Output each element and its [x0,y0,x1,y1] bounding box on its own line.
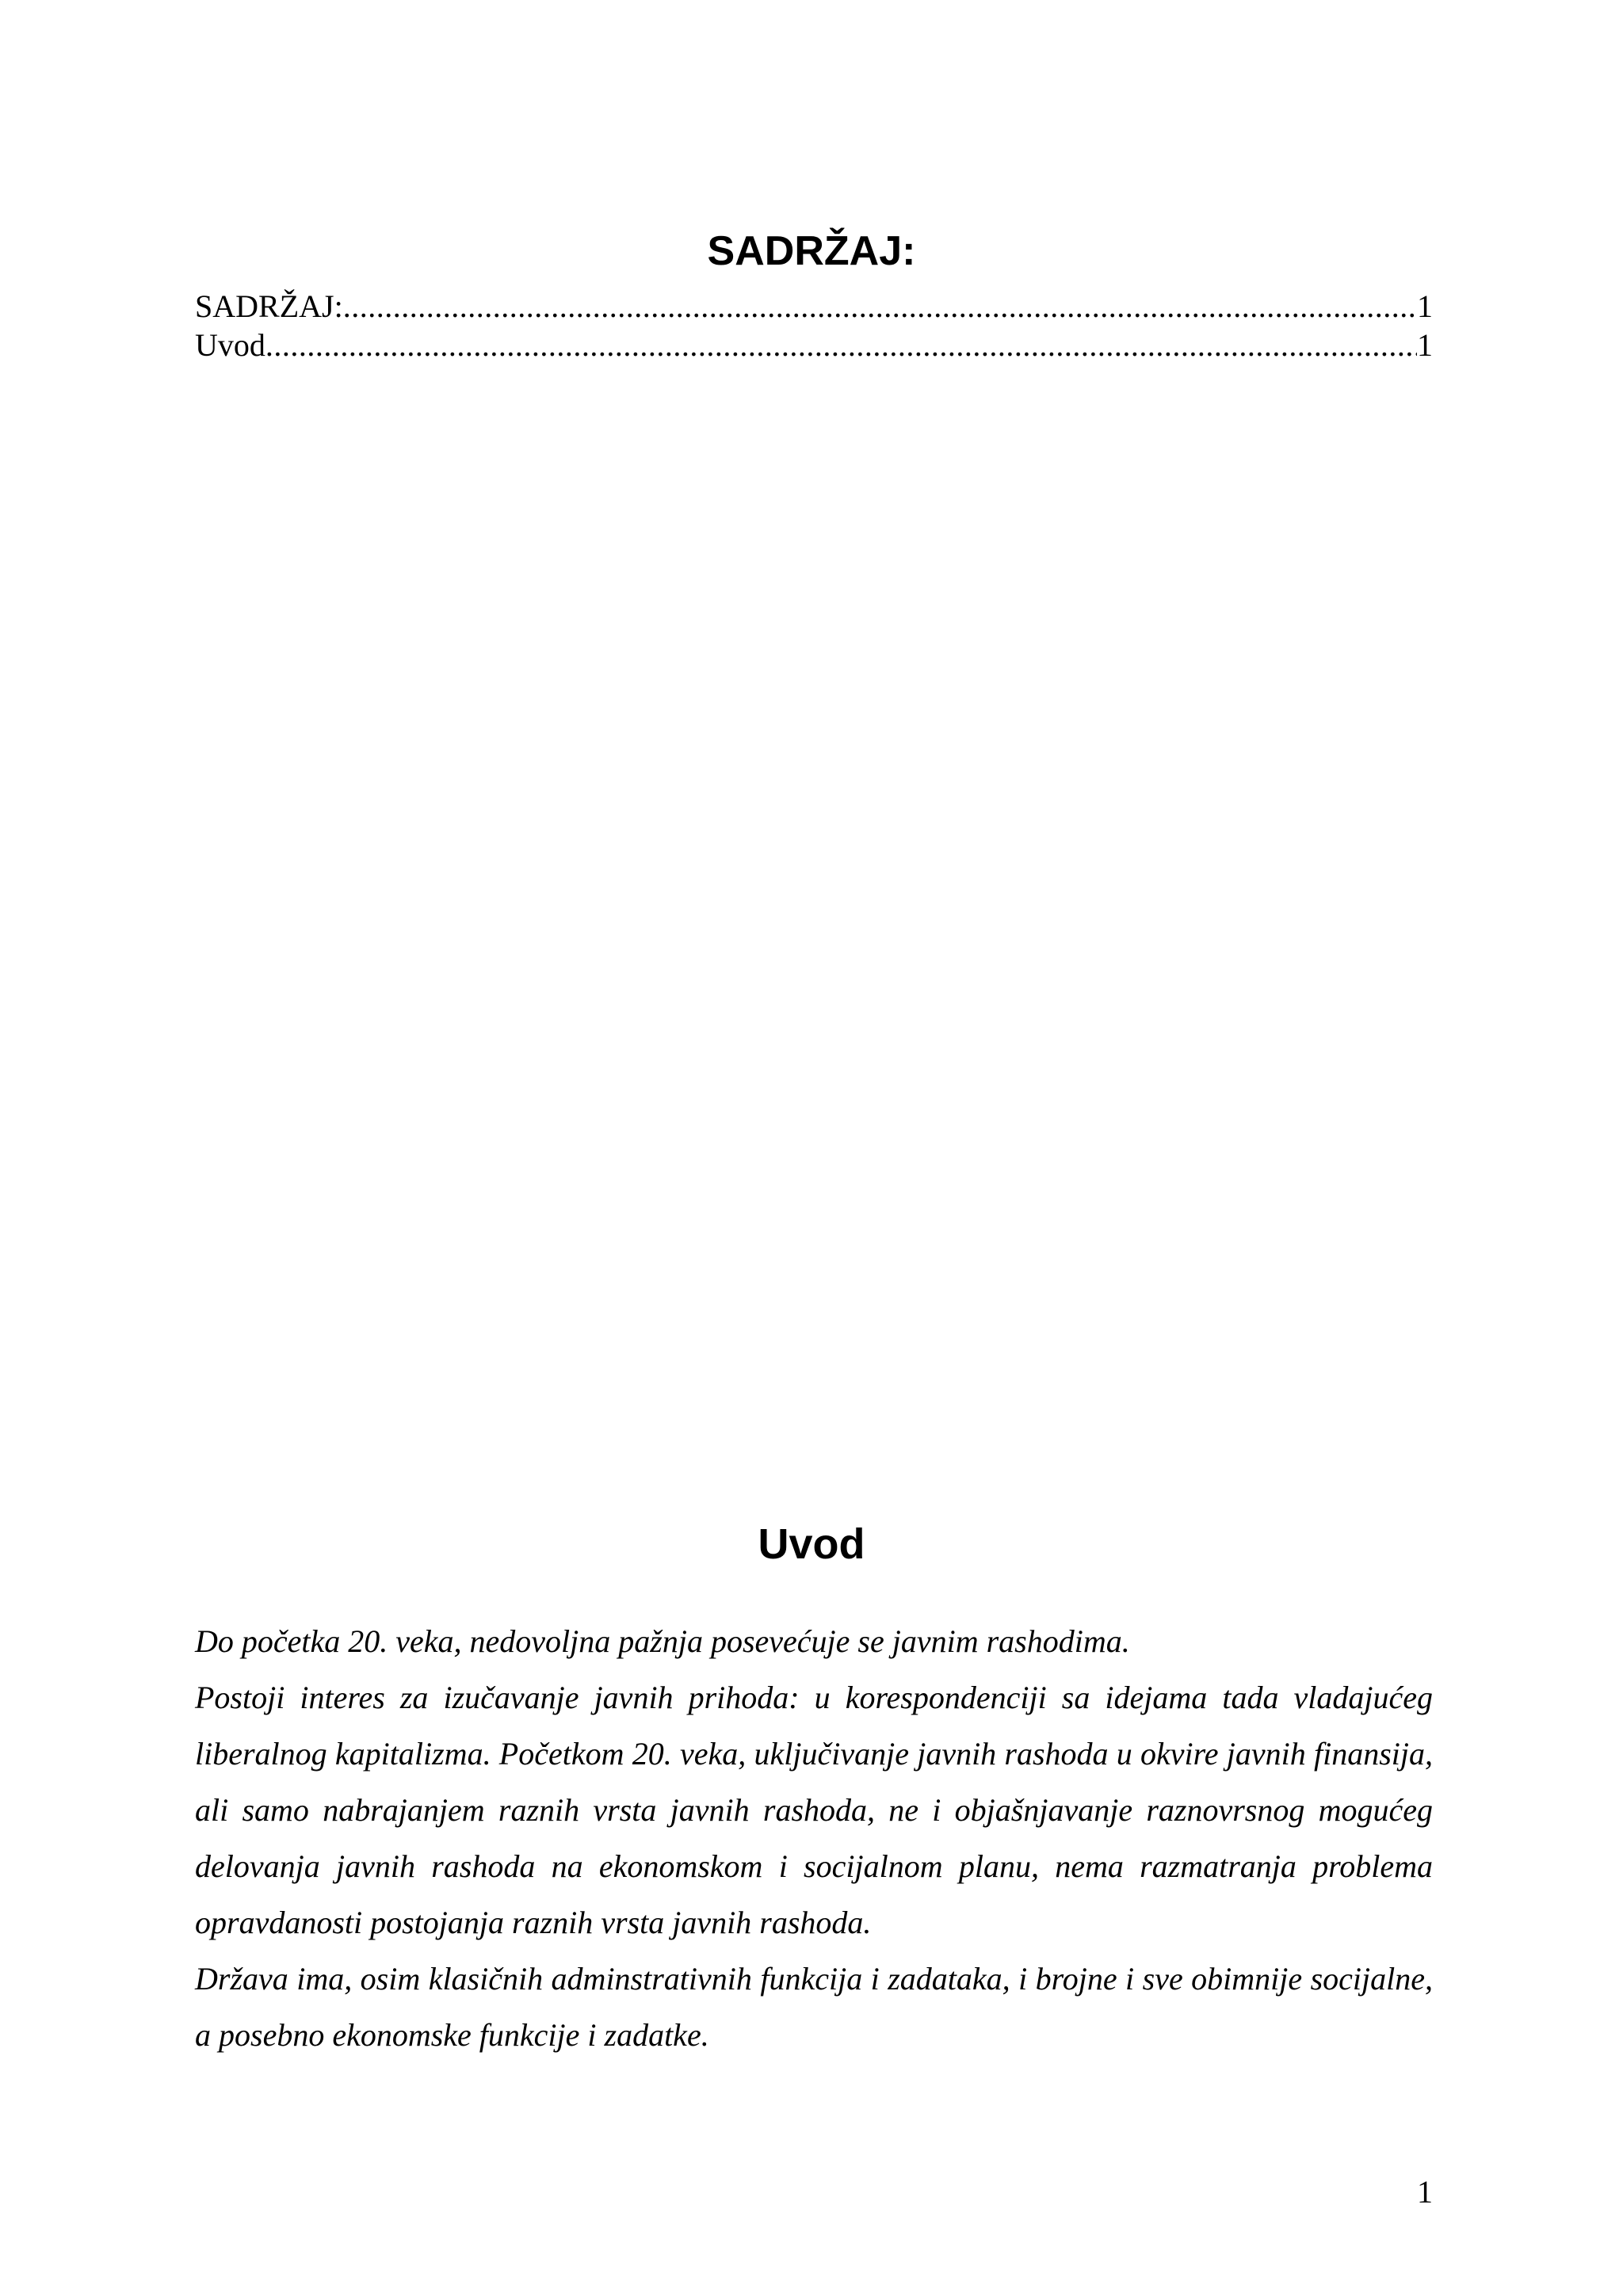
toc-entry-page: 1 [1417,327,1433,363]
toc-entry-sadrzaj[interactable] [195,287,1433,326]
section-heading-uvod: Uvod [758,1520,865,1568]
paragraph: Do početka 20. veka, nedovoljna pažnja posevećuje se javnim rashodima. [195,1623,1130,1659]
paragraph: Postoji interes za izučavanje javnih prihoda: u korespondenciji sa idejama tada vladajućeg liberalnog kapitalizma. Početkom 20. veka, uključivanje javnih rashoda u okvire javnih finansija, ali samo nabrajanjem raznih vrsta javnih rashoda, ne i objašnjavanje raznovrsnog mogućeg delovanja javnih rashoda na ekonomskom i socijalnom planu, nema razmatranja problema opravdanosti postojanja raznih vrsta javnih rashoda. [195,1680,1433,1940]
toc-heading: SADRŽAJ: [707,228,916,274]
toc-leader-dots [265,326,1417,364]
toc-entry-label: SADRŽAJ: [195,288,343,324]
toc-entry-label: Uvod [195,327,265,363]
toc-leader-dots [343,287,1417,326]
page-number: 1 [1417,2174,1433,2210]
table-of-contents [195,287,1433,364]
section-body [195,1613,1433,2063]
paragraph: Država ima, osim klasičnih adminstrativnih funkcija i zadataka, i brojne i sve obimnije socijalne, a posebno ekonomske funkcije i zadatke. [195,1961,1433,2053]
toc-entry-page: 1 [1417,288,1433,324]
toc-entry-uvod[interactable] [195,326,1433,364]
